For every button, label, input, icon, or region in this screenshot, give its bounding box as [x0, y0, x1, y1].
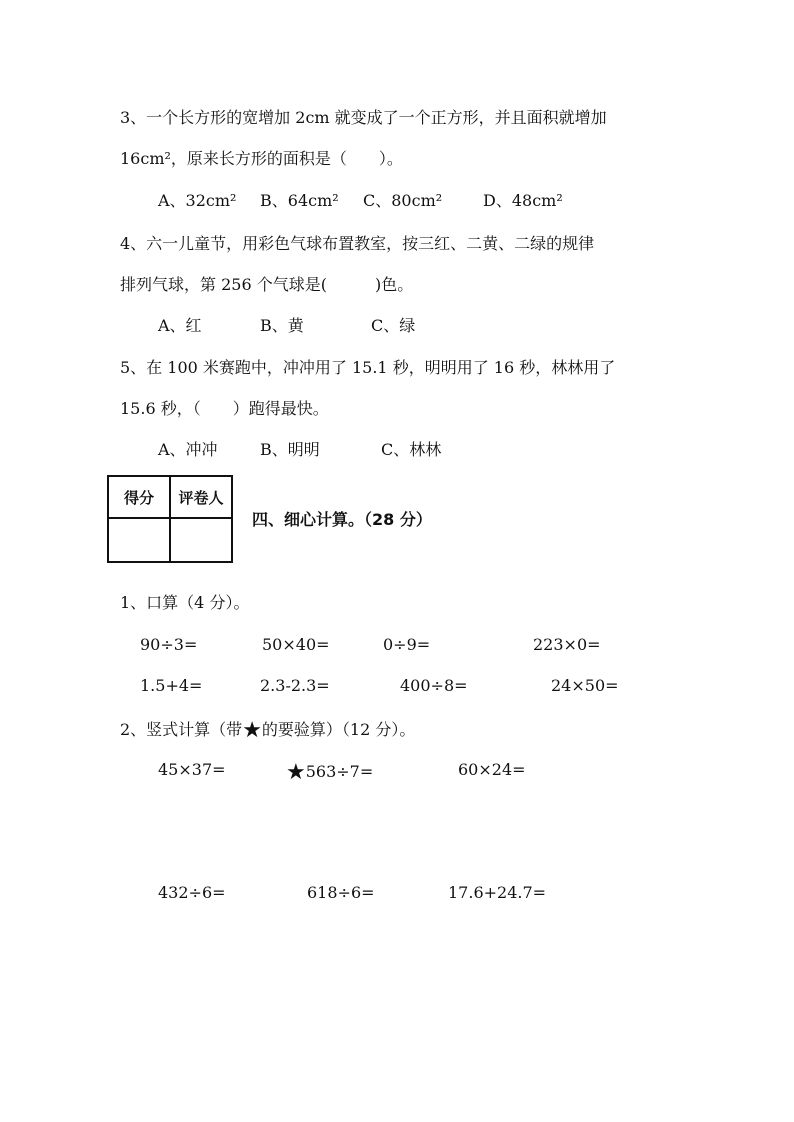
vertical-item: 563÷7= [305, 762, 374, 781]
q5-option-b: B、明明 [260, 440, 320, 459]
vertical-item-starred [286, 762, 373, 784]
vertical-title-after: 的要验算）（12 分）。 [261, 720, 416, 739]
grader-header: 评卷人 [170, 476, 232, 518]
q5-line2: 15.6 秒，（ ）跑得最快。 [120, 399, 329, 418]
grader-cell[interactable] [170, 518, 232, 562]
vertical-item: 17.6+24.7= [448, 883, 547, 902]
vertical-title [120, 720, 415, 742]
q3-line1: 3、一个长方形的宽增加 2cm 就变成了一个正方形，并且面积就增加 [120, 108, 607, 127]
score-header: 得分 [108, 476, 170, 518]
oral-item: 223×0= [533, 635, 601, 654]
oral-item: 50×40= [262, 635, 330, 654]
q4-line2: 排列气球，第 256 个气球是( )色。 [120, 275, 414, 294]
q5-option-c: C、林林 [381, 440, 442, 459]
q3-option-b: B、64cm² [260, 191, 339, 210]
vertical-title-before: 2、竖式计算（带 [120, 720, 243, 739]
oral-item: 24×50= [551, 676, 619, 695]
oral-item: 90÷3= [140, 635, 198, 654]
oral-item: 0÷9= [383, 635, 431, 654]
q3-line2: 16cm²，原来长方形的面积是（ ）。 [120, 149, 403, 168]
q3-option-a: A、32cm² [158, 191, 237, 210]
score-table [107, 475, 233, 563]
vertical-item: 432÷6= [158, 883, 226, 902]
q4-line1: 4、六一儿童节，用彩色气球布置教室，按三红、二黄、二绿的规律 [120, 234, 595, 253]
section4-title: 四、细心计算。（28 分） [252, 510, 432, 529]
vertical-item: 45×37= [158, 760, 226, 779]
q5-line1: 5、在 100 米赛跑中，冲冲用了 15.1 秒，明明用了 16 秒，林林用了 [120, 358, 616, 377]
vertical-item: 618÷6= [307, 883, 375, 902]
q5-option-a: A、冲冲 [158, 440, 218, 459]
oral-item: 400÷8= [400, 676, 468, 695]
oral-item: 1.5+4= [140, 676, 203, 695]
vertical-item: 60×24= [458, 760, 526, 779]
score-cell[interactable] [108, 518, 170, 562]
q3-option-c: C、80cm² [363, 191, 443, 210]
q3-option-d: D、48cm² [483, 191, 563, 210]
star-icon: ★ [242, 718, 262, 743]
oral-title: 1、口算（4 分）。 [120, 593, 250, 612]
q4-option-b: B、黄 [260, 316, 304, 335]
q4-option-c: C、绿 [371, 316, 416, 335]
q4-option-a: A、红 [158, 316, 202, 335]
star-icon: ★ [286, 760, 306, 785]
oral-item: 2.3-2.3= [260, 676, 330, 695]
